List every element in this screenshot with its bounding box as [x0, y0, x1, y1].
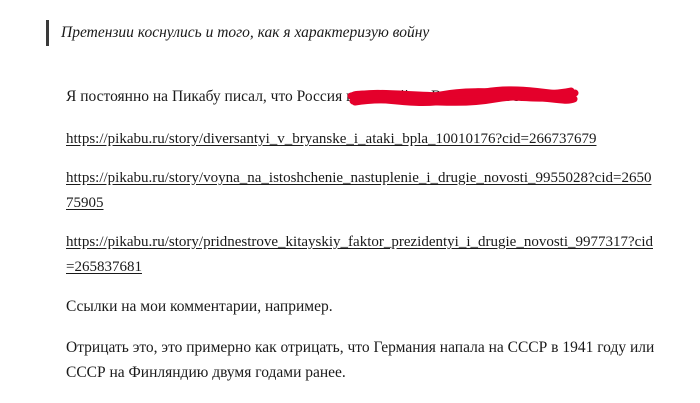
left-margin: [0, 0, 28, 400]
link-paragraph-3: [66, 230, 656, 280]
source-link-3[interactable]: https://pikabu.ru/story/pridnestrove_kitayskiy_faktor_prezidentyi_i_drugie_novosti_9977317?cid=265837681: [66, 234, 653, 275]
document-body: [66, 84, 656, 403]
source-link-2[interactable]: https://pikabu.ru/story/voyna_na_istoshchenie_nastuplenie_i_drugie_novosti_9955028?cid=265075905: [66, 170, 652, 211]
paragraph-1-after: войну. Вот же новость то.: [385, 88, 555, 105]
paragraph-2: Ссылки на мои комментарии, например.: [66, 298, 333, 315]
link-paragraph-1: [66, 127, 656, 152]
paragraph-1-before: Я постоянно на Пикабу писал, что Россия ведет: [66, 88, 382, 105]
blockquote: [46, 20, 666, 46]
blockquote-text: Претензии коснулись и того, как я характеризую войну: [61, 24, 430, 41]
paragraph-3: Отрицать это, это примерно как отрицать, что Германия напала на СССР в 1941 году или СССР на Финляндию двумя годами ранее.: [66, 339, 655, 381]
source-link-1[interactable]: https://pikabu.ru/story/diversantyi_v_bryanske_i_ataki_bpla_10010176?cid=266737679: [66, 131, 597, 147]
link-paragraph-2: [66, 166, 656, 216]
paragraph-1: [66, 84, 656, 109]
blockquote-bar: [46, 20, 49, 46]
